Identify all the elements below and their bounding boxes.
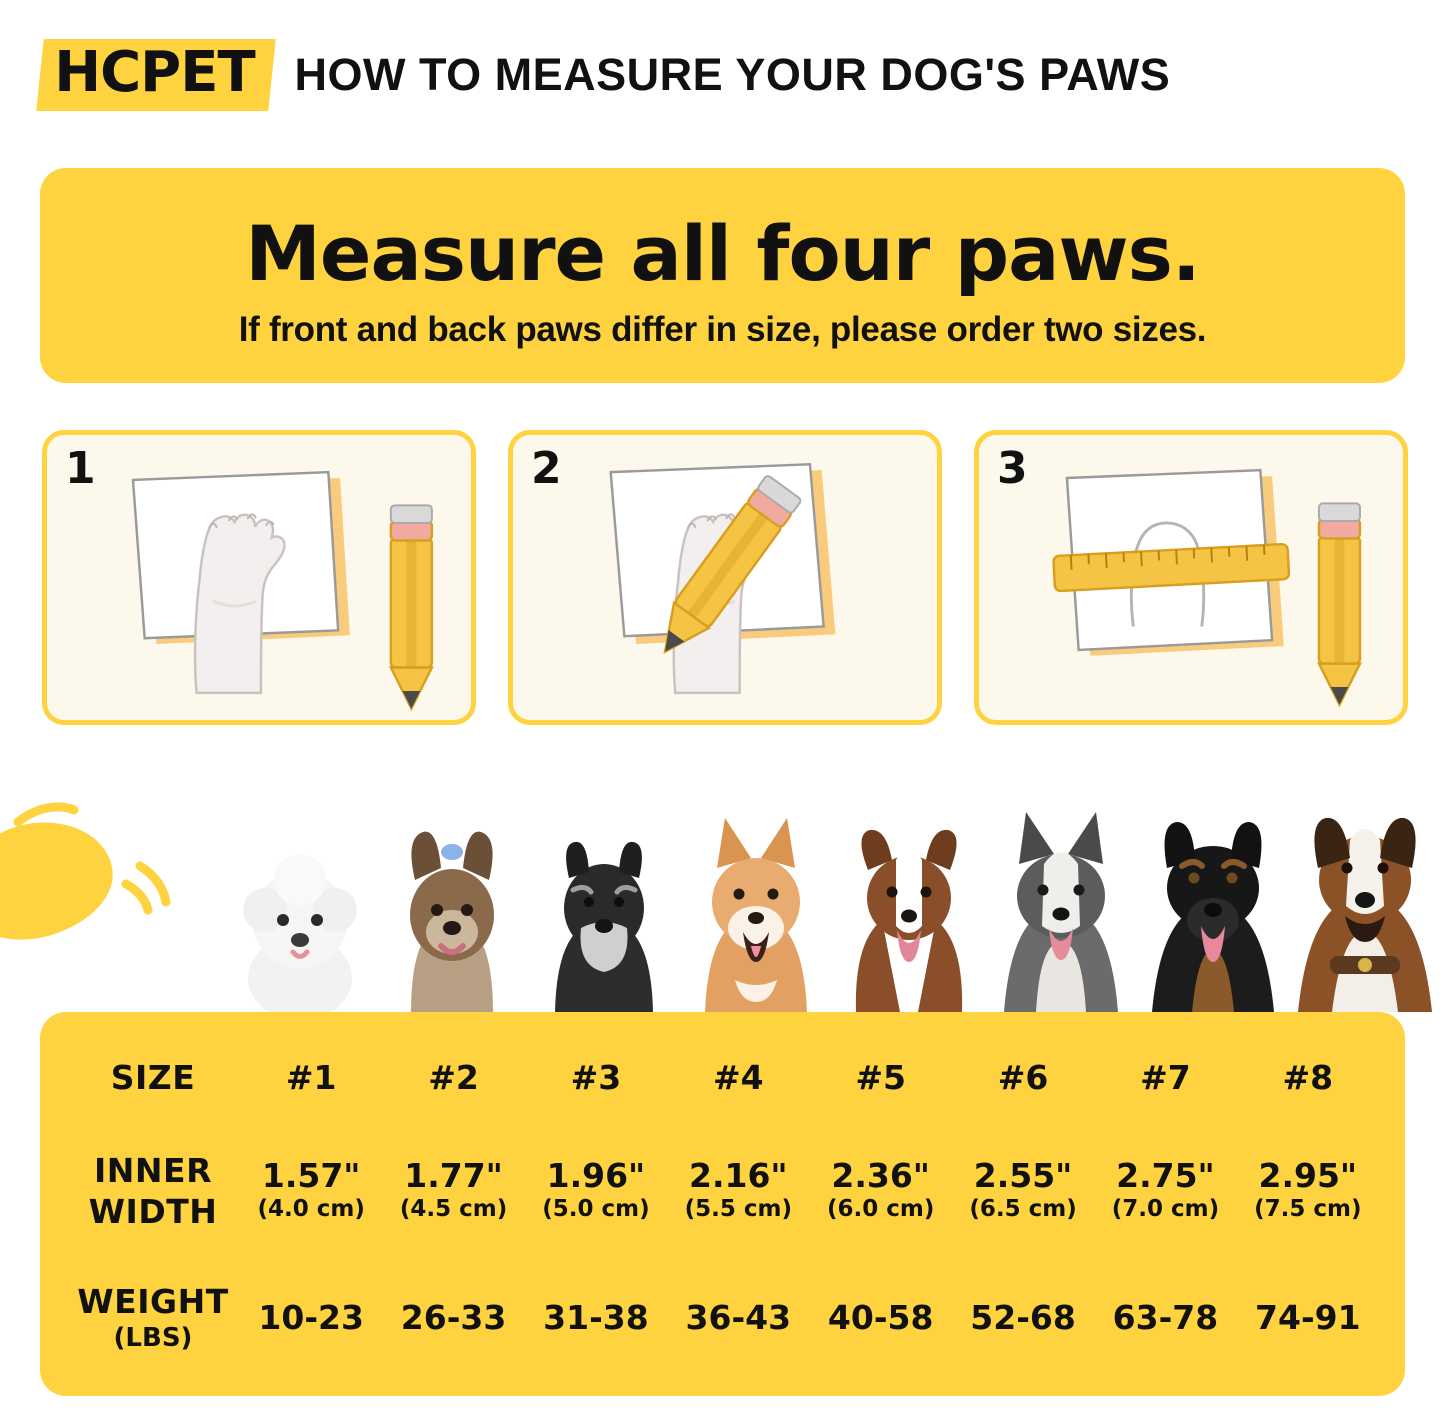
ruler-measuring-outline-icon xyxy=(979,435,1403,723)
table-row-size xyxy=(66,1030,1379,1125)
row-label-weight-unit: (LBS) xyxy=(113,1322,193,1353)
pencil-tracing-paw-icon xyxy=(513,435,937,723)
inner-width-cm-1: (4.0 cm) xyxy=(257,1196,365,1223)
table-row-weight xyxy=(66,1257,1379,1378)
row-label-inner-width xyxy=(66,1125,240,1257)
inner-width-cell-7 xyxy=(1094,1125,1236,1257)
inner-width-in-2: 1.77" xyxy=(404,1156,503,1196)
weight-cell-1: 10-23 xyxy=(258,1297,364,1337)
dog-photo-rottweiler xyxy=(1138,760,1288,1015)
dog-photo-shiba-inu xyxy=(681,760,831,1015)
dog-photo-saint-bernard xyxy=(1290,760,1440,1015)
inner-width-cm-6: (6.5 cm) xyxy=(969,1196,1077,1223)
brand-name: HCPET xyxy=(54,40,255,105)
table-row-inner-width xyxy=(66,1125,1379,1257)
dog-photos-row xyxy=(225,760,1440,1015)
dog-photo-schnauzer xyxy=(529,760,679,1015)
weight-cell-8: 74-91 xyxy=(1255,1297,1361,1337)
inner-width-in-7: 2.75" xyxy=(1116,1156,1215,1196)
size-cell-2: #2 xyxy=(428,1057,479,1097)
size-chart-table xyxy=(40,1012,1405,1396)
inner-width-cell-1 xyxy=(240,1125,382,1257)
measure-banner xyxy=(40,168,1405,383)
dog-breeds-strip xyxy=(0,760,1445,1020)
inner-width-cell-5 xyxy=(810,1125,952,1257)
dog-photo-australian-shepherd xyxy=(834,760,984,1015)
dog-photo-yorkshire-terrier xyxy=(377,760,527,1015)
steps-row xyxy=(42,430,1408,725)
inner-width-cm-8: (7.5 cm) xyxy=(1254,1196,1362,1223)
inner-width-cell-6 xyxy=(952,1125,1094,1257)
page-title: HOW TO MEASURE YOUR DOG'S PAWS xyxy=(294,49,1171,100)
weight-cell-4: 36-43 xyxy=(685,1297,792,1337)
inner-width-in-6: 2.55" xyxy=(973,1156,1073,1196)
size-cell-4: #4 xyxy=(713,1057,764,1097)
weight-cell-5: 40-58 xyxy=(827,1297,934,1337)
yellow-swoosh-decoration xyxy=(0,800,220,990)
inner-width-cm-5: (6.0 cm) xyxy=(827,1196,935,1223)
row-label-weight xyxy=(66,1257,240,1378)
inner-width-cm-2: (4.5 cm) xyxy=(399,1196,508,1223)
paw-on-paper-icon xyxy=(47,435,471,723)
inner-width-in-1: 1.57" xyxy=(261,1156,361,1196)
inner-width-in-4: 2.16" xyxy=(689,1156,788,1196)
step-card-3 xyxy=(974,430,1408,725)
inner-width-in-3: 1.96" xyxy=(546,1156,646,1196)
page-header xyxy=(40,20,1415,130)
inner-width-cell-2 xyxy=(382,1125,524,1257)
inner-width-cm-4: (5.5 cm) xyxy=(684,1196,792,1223)
inner-width-in-8: 2.95" xyxy=(1258,1156,1358,1196)
size-cell-3: #3 xyxy=(570,1057,622,1097)
brand-logo-badge xyxy=(36,39,276,111)
weight-cell-3: 31-38 xyxy=(543,1297,649,1337)
inner-width-cm-3: (5.0 cm) xyxy=(542,1196,650,1223)
inner-width-cell-4 xyxy=(667,1125,809,1257)
step-number-1: 1 xyxy=(65,443,96,494)
dog-photo-bichon-frise xyxy=(225,760,375,1015)
size-cell-8: #8 xyxy=(1282,1057,1334,1097)
weight-cell-6: 52-68 xyxy=(970,1297,1076,1337)
size-cell-5: #5 xyxy=(855,1057,906,1097)
weight-cell-7: 63-78 xyxy=(1112,1297,1219,1337)
inner-width-in-5: 2.36" xyxy=(831,1156,930,1196)
inner-width-cell-8 xyxy=(1237,1125,1379,1257)
inner-width-cm-7: (7.0 cm) xyxy=(1111,1196,1220,1223)
row-label-inner-width-line1: INNER xyxy=(94,1150,212,1190)
size-cell-1: #1 xyxy=(285,1057,337,1097)
inner-width-cell-3 xyxy=(525,1125,667,1257)
dog-photo-alaskan-malamute xyxy=(986,760,1136,1015)
size-cell-7: #7 xyxy=(1140,1057,1191,1097)
weight-cell-2: 26-33 xyxy=(400,1297,507,1337)
step-card-2 xyxy=(508,430,942,725)
step-number-3: 3 xyxy=(997,443,1028,494)
measure-banner-subtitle: If front and back paws differ in size, please order two sizes. xyxy=(238,309,1207,349)
step-card-1 xyxy=(42,430,476,725)
size-cell-6: #6 xyxy=(997,1057,1049,1097)
measure-banner-title: Measure all four paws. xyxy=(245,209,1200,298)
row-label-inner-width-line2: WIDTH xyxy=(88,1191,218,1231)
row-label-size: SIZE xyxy=(110,1057,196,1097)
row-label-weight-text: WEIGHT xyxy=(77,1281,229,1321)
step-number-2: 2 xyxy=(531,443,562,494)
